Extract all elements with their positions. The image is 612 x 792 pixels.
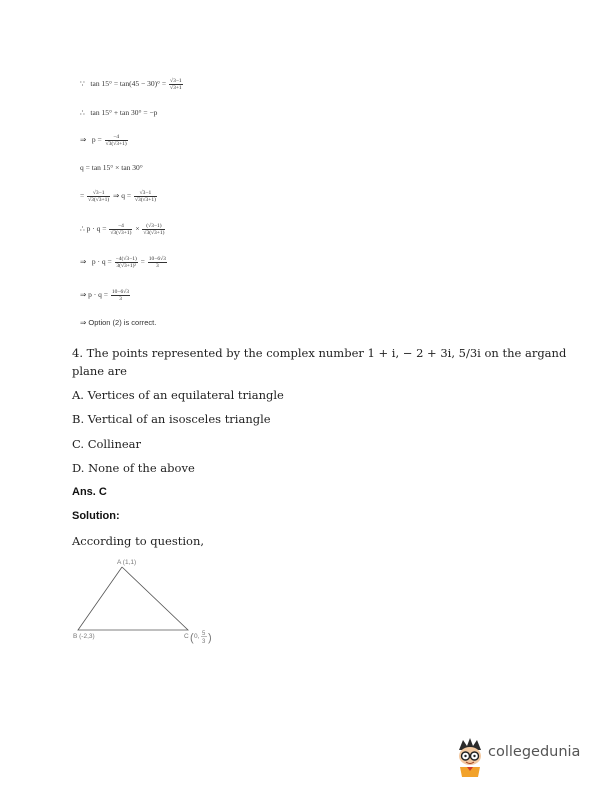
solution-label: Solution: [72, 510, 120, 522]
implies-symbol: ⇒ [80, 135, 87, 145]
because-symbol: ∵ [80, 79, 85, 89]
question-line-1: 4. The points represented by the complex number 1 + i, − 2 + 3i, 5/3i on the argand [72, 346, 567, 360]
step-3-lhs: p = [91, 135, 102, 145]
option-note: ⇒ Option (2) is correct. [80, 318, 157, 327]
step-1-fraction: $\frac{√3-1}{√3+1}$ [170, 78, 182, 91]
step-6-mid: × [135, 224, 140, 234]
according-text: According to question, [72, 534, 205, 548]
step-1-lhs: tan 15° = tan(45 − 30)° = [90, 79, 167, 89]
step-7-fraction-1: $\frac{-4(√3-1)}{\text{3(√3+1)²}}$ [115, 256, 137, 269]
step-7-lhs: p · q = [91, 257, 112, 267]
label-c-x: 0, [194, 633, 200, 640]
step-4-text: q = tan 15° × tan 30° [80, 163, 143, 172]
step-8-lhs: ⇒ p · q = [80, 290, 109, 300]
brand-name: collegedunia [488, 744, 581, 760]
triangle-diagram [60, 552, 240, 652]
label-c-prefix: C [184, 633, 189, 640]
label-a: A (1,1) [117, 559, 137, 566]
label-b: B (-2,3) [73, 633, 95, 640]
option-d: D. None of the above [72, 461, 195, 475]
step-5-fraction-1: $\frac{√3-1}{√3(√3+1)}$ [88, 190, 110, 203]
label-c-num: 5 [202, 631, 206, 637]
step-3 [80, 134, 129, 147]
step-5-mid: ⇒ q = [113, 191, 132, 201]
step-1 [80, 78, 184, 91]
step-6-fraction-1: $\frac{-4}{√3(√3+1)}$ [110, 223, 132, 236]
step-5 [80, 190, 158, 203]
step-8-fraction: $\frac{10-6√3}{3}$ [111, 289, 130, 302]
collegedunia-mascot-icon [453, 736, 487, 778]
option-c: C. Collinear [72, 437, 142, 451]
step-2 [80, 108, 157, 117]
option-b: B. Vertical of an isosceles triangle [72, 412, 271, 426]
step-2-text: tan 15° + tan 30° = −p [90, 108, 158, 117]
implies-symbol: ⇒ [80, 257, 87, 267]
step-5-fraction-2: $\frac{√3-1}{√3(√3+1)}$ [134, 190, 156, 203]
label-c-close-paren: ) [208, 632, 212, 644]
step-5-lhs: = [80, 191, 85, 201]
step-8 [80, 289, 131, 302]
option-a: A. Vertices of an equilateral triangle [72, 388, 284, 402]
step-4 [80, 163, 143, 172]
therefore-symbol: ∴ [80, 108, 85, 117]
step-3-fraction: $\frac{-4}{√3(√3+1)}$ [105, 134, 127, 147]
triangle-edges [78, 567, 188, 630]
step-7-fraction-2: $\frac{10-6√3}{3}$ [148, 256, 166, 269]
step-6-fraction-2: $\frac{(√3-1)}{√3(√3+1)}$ [143, 223, 165, 236]
answer: Ans. C [72, 486, 107, 498]
step-6 [80, 223, 166, 236]
step-6-lhs: ∴ p · q = [80, 224, 107, 234]
step-7-mid: = [140, 257, 145, 267]
question-line-2: plane are [72, 364, 127, 378]
step-7 [80, 256, 168, 269]
label-c-open-paren: ( [190, 632, 194, 644]
label-c-den: 3 [202, 639, 206, 645]
